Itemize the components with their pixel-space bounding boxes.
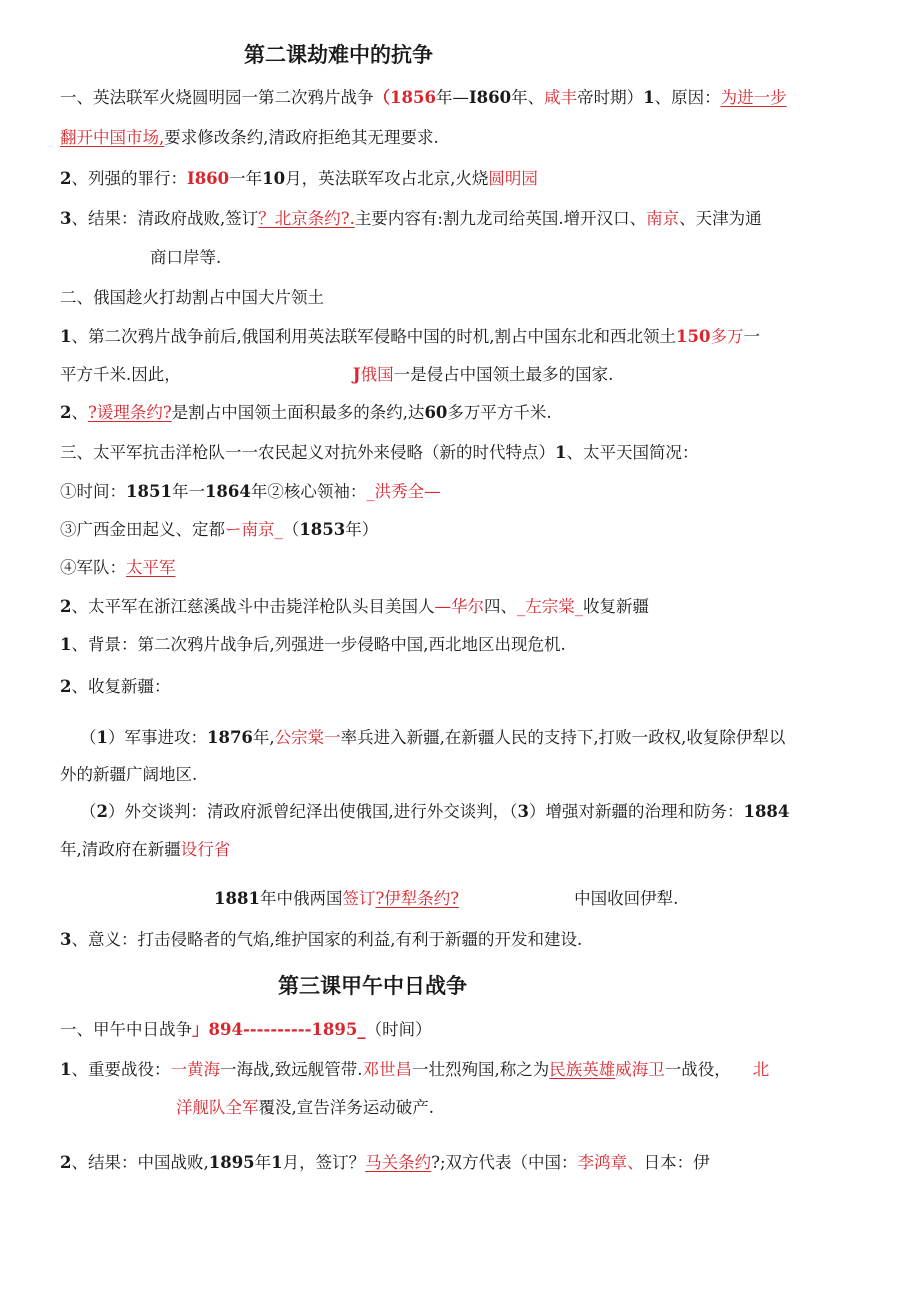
russia-text: 、第二次鸦片战争前后,俄国利用英法联军侵略中国的时机,割占中国东北和西北领土 — [71, 327, 676, 346]
army-line — [60, 556, 176, 580]
battles-label: 、重要战役： — [71, 1060, 171, 1079]
governance-text: ）增强对新疆的治理和防务： — [528, 802, 744, 821]
text-yinian: 一年 — [229, 169, 263, 188]
dun: 、 — [71, 403, 88, 422]
year-1860: I860 — [468, 88, 512, 107]
month-10: 10 — [262, 169, 286, 188]
significance-line — [60, 928, 582, 952]
nianyi: 年一 — [171, 482, 205, 501]
war-years: 」894----------1895_ — [192, 1020, 366, 1039]
diplomacy-line2 — [60, 838, 230, 862]
cixi-text: 、太平军在浙江慈溪战斗中击毙洋枪队头目美国人 — [71, 597, 435, 616]
martyr-text: 一壮烈殉国,称之为 — [411, 1060, 550, 1079]
capital-nanjing: ー南京_ — [225, 520, 283, 539]
num-1d: 1 — [60, 635, 72, 654]
battles-line1 — [60, 1058, 769, 1082]
text-nian: 年— — [435, 88, 469, 107]
battle-text2: 一战役， — [664, 1060, 731, 1079]
num-3b: 3 — [60, 930, 72, 949]
ward: —华尔 — [434, 597, 484, 616]
text-nian2: 年、 — [511, 88, 545, 107]
section1-heading-line — [60, 86, 787, 110]
lesson3-title: 第三课甲午中日战争 — [278, 974, 467, 998]
treaty-aigun-line — [60, 401, 552, 425]
crimes-text: 月，英法联军攻占北京,火烧 — [285, 169, 489, 188]
section4-num: 四、 — [483, 597, 517, 616]
representatives: ?;双方代表（中国： — [431, 1153, 578, 1172]
year-1864: 1864 — [204, 482, 251, 501]
paren1: （ — [80, 728, 97, 747]
yellow-sea: 一黄海 — [170, 1060, 220, 1079]
num-2: 2 — [60, 169, 72, 188]
aigun-text: 是割占中国领土面积最多的条约,达 — [171, 403, 425, 422]
num-2d: 2 — [60, 677, 72, 696]
background-line — [60, 633, 566, 657]
year-1876: 1876 — [206, 728, 253, 747]
section1-heading: 一、英法联军火烧圆明园一第二次鸦片战争 — [60, 88, 374, 107]
num-3: 3 — [60, 209, 72, 228]
num-2c: 2 — [60, 597, 72, 616]
taiping-time-line — [60, 480, 441, 504]
nanjing: 南京 — [646, 209, 680, 228]
nian3: 年 — [254, 1153, 272, 1172]
section3-heading-line — [60, 441, 698, 465]
japan-rep: 日本：伊 — [643, 1153, 710, 1172]
russia-answer: 俄国 — [360, 365, 394, 384]
leader-label: 年②核心领袖： — [250, 482, 367, 501]
military-label: ）军事进攻： — [107, 728, 207, 747]
ili-treaty-line — [214, 887, 678, 911]
treaty-aigun: ?谖理条约? — [87, 403, 172, 422]
lesson3-s1-line — [60, 1018, 432, 1042]
num-p2: 2 — [96, 802, 108, 821]
russia-text2: 平方千米.因此， — [60, 365, 181, 384]
sign-text: 月，签订？ — [282, 1153, 366, 1172]
diplomacy-text: ）外交谈判：清政府派曾纪泽出使俄国,进行外交谈判，（ — [107, 802, 518, 821]
fleet-text: 覆没,宣告洋务运动破产. — [258, 1098, 434, 1117]
num-1b: 1 — [60, 327, 72, 346]
yi: 一 — [743, 327, 760, 346]
crimes-label: 、列强的罪行： — [71, 169, 187, 188]
set-province: 设行省 — [180, 840, 231, 859]
weihaiwei: 威海卫 — [615, 1060, 665, 1079]
military-line2: 外的新疆广阔地区. — [60, 765, 198, 784]
recover-line — [60, 675, 170, 699]
military-line1 — [80, 726, 785, 750]
num-1c: 1 — [555, 443, 567, 462]
result-content: 主要内容有:割九龙司给英国.增开汉口、 — [354, 209, 647, 228]
marker-j: J — [352, 365, 361, 384]
result-text: 、结果：中国战败, — [71, 1153, 209, 1172]
num-p1: 1 — [96, 728, 108, 747]
text-dishiqi: 帝时期） — [577, 88, 644, 107]
area-60: 60 — [424, 403, 448, 422]
zuo-zongtang: _左宗棠_ — [516, 597, 583, 616]
nian-close: 年） — [345, 520, 379, 539]
army-label: ④军队： — [60, 558, 126, 577]
text-reason: 、原因： — [654, 88, 721, 107]
recover-label: 、收复新疆： — [71, 677, 171, 696]
diplomacy-line1 — [80, 800, 789, 824]
battles-line2 — [176, 1096, 434, 1120]
beiyang-fleet: 洋舰队全军 — [176, 1098, 259, 1117]
month-1: 1 — [271, 1153, 283, 1172]
num-2e: 2 — [60, 1153, 72, 1172]
zuo-zongtang-2: 公宗棠一 — [274, 728, 341, 747]
num-1: 1 — [643, 88, 655, 107]
paren: （ — [282, 520, 300, 539]
section1-line2 — [60, 126, 439, 150]
year-1851: 1851 — [126, 482, 172, 501]
paren2: （ — [80, 802, 97, 821]
taiping-capital-line — [60, 518, 378, 542]
significance-text: 、意义：打击侵略者的气焰,维护国家的利益,有利于新疆的开发和建设. — [71, 930, 583, 949]
year-1856: 1856 — [390, 88, 436, 107]
capital-label: ③广西金田起义、定都 — [60, 520, 225, 539]
yuanmingyuan: 圆明园 — [488, 169, 538, 188]
emperor-xianfeng: 咸丰 — [544, 88, 578, 107]
year-1884: 1884 — [743, 802, 790, 821]
battle-text: 一海战,致远舰管带. — [219, 1060, 363, 1079]
reason-text: 要求修改条约,清政府拒绝其无理要求. — [164, 128, 439, 147]
taiping-army: 太平军 — [126, 558, 176, 577]
lesson2-title: 第二课劫难中的抗争 — [244, 43, 433, 67]
russia-line1 — [60, 325, 760, 349]
xinjiang-recover: 收复新疆 — [582, 597, 649, 616]
taiping-overview: 、太平天国简况： — [566, 443, 699, 462]
war-label: 一、甲午中日战争 — [60, 1020, 192, 1039]
treaty-ili: ?伊犁条约? — [375, 889, 460, 908]
treaty-beijing: ？北京条约?. — [258, 209, 355, 228]
background-text: 、背景：第二次鸦片战争后,列强进一步侵略中国,西北地区出现危机. — [71, 635, 566, 654]
crimes-line — [60, 167, 538, 191]
result-content2: 、天津为通 — [679, 209, 762, 228]
lesson3-result-line — [60, 1151, 710, 1175]
treaty-shimonoseki: 马关条约 — [365, 1153, 432, 1172]
sino-russia: 年中俄两国 — [259, 889, 343, 908]
result-line2: 商口岸等. — [150, 248, 222, 267]
li-hongzhang: 李鸿章、 — [577, 1153, 644, 1172]
deng-shichang: 邓世昌 — [362, 1060, 412, 1079]
result-label: 、结果：清政府战败,签订 — [71, 209, 259, 228]
national-hero: 民族英雄 — [549, 1060, 616, 1079]
year-1860-b: I860 — [186, 169, 230, 188]
russia-line2 — [60, 363, 613, 387]
time-note: （时间） — [365, 1020, 432, 1039]
bei: 北 — [752, 1060, 770, 1079]
ili-recover: 中国收回伊犁. — [574, 889, 679, 908]
hong-xiuquan: _洪秀全— — [366, 482, 441, 501]
num-1e: 1 — [60, 1060, 72, 1079]
year-1853: 1853 — [299, 520, 346, 539]
area-150: 150 — [675, 327, 711, 346]
time-label: ①时间： — [60, 482, 126, 501]
duowan: 多万 — [710, 327, 744, 346]
reason-answer-part2: 翻开中国市场, — [60, 128, 165, 147]
russia-text3: 一是侵占中国领土最多的国家. — [393, 365, 614, 384]
num-2b: 2 — [60, 403, 72, 422]
cixi-line — [60, 595, 649, 619]
paren-open: （ — [373, 88, 390, 107]
province-text: 年,清政府在新疆 — [60, 840, 181, 859]
reason-answer-part1: 为进一步 — [720, 88, 787, 107]
section3-heading: 三、太平军抗击洋枪队一一农民起义对抗外来侵略（新的时代特点） — [60, 443, 555, 462]
num-p3: 3 — [517, 802, 529, 821]
nian-comma: 年, — [252, 728, 275, 747]
section2-heading: 二、俄国趁火打劫割占中国大片领土 — [60, 288, 324, 307]
sign-red: 签订 — [342, 889, 376, 908]
year-1881: 1881 — [214, 889, 260, 908]
result-line — [60, 207, 762, 231]
year-1895: 1895 — [208, 1153, 255, 1172]
military-text: 率兵进入新疆,在新疆人民的支持下,打败一政权,收复除伊犁以 — [340, 728, 786, 747]
aigun-text2: 多万平方千米. — [447, 403, 552, 422]
